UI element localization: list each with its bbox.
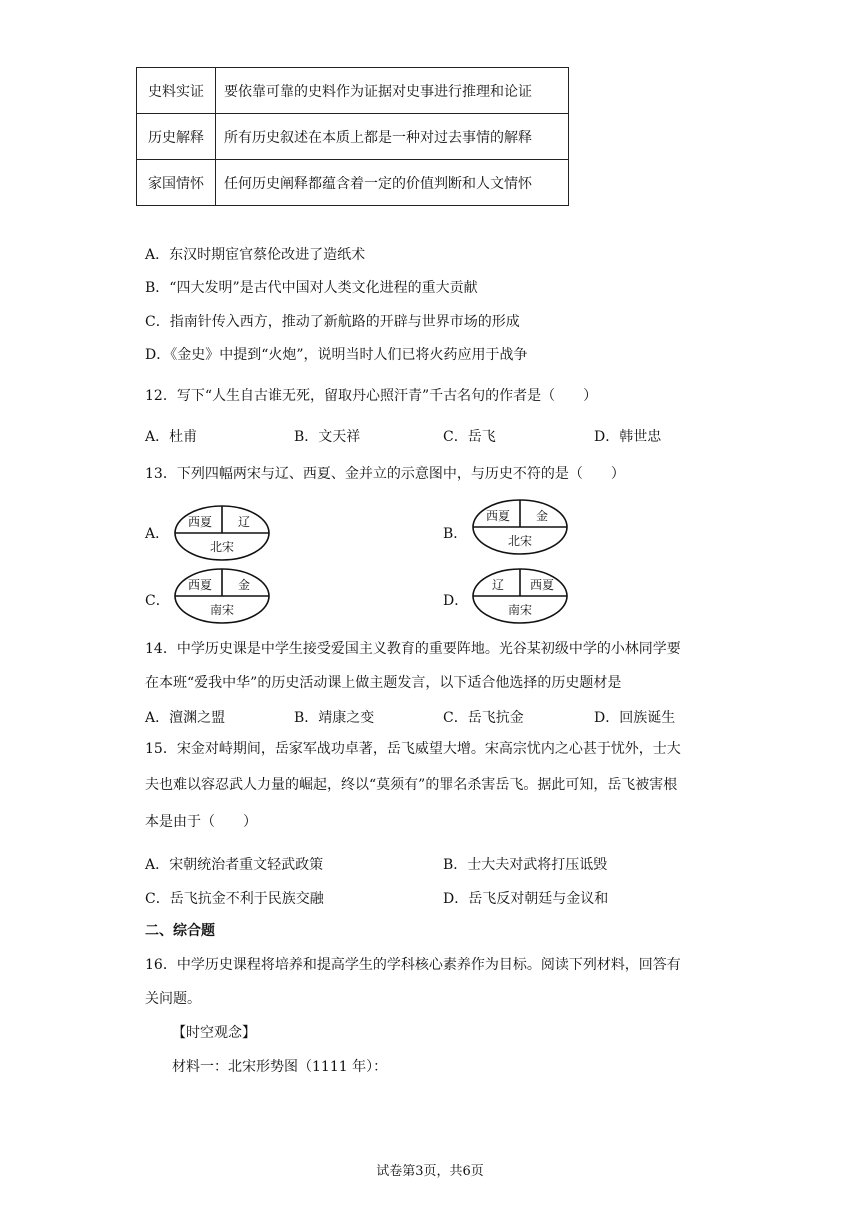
table-row [137,114,569,160]
diagram-top-left-label: 西夏 [187,578,213,592]
diagram-top-right-label: 金 [237,578,251,592]
q14-option-a: A．澶渊之盟 [145,710,226,726]
diagram-top-left-label: 辽 [491,578,505,592]
q13-option-c-label: C． [145,593,170,609]
q11-option-b: B．“四大发明”是古代中国对人类文化进程的重大贡献 [145,280,478,296]
q13-option-a-label: A． [145,526,170,542]
table-key: 历史解释 [137,114,216,160]
diagram-top-left-label: 西夏 [485,509,511,523]
q12-option-b: B．文天祥 [294,429,361,445]
diagram-bottom-label: 北宋 [209,540,235,554]
q16-stem-line-2: 关问题。 [145,991,201,1007]
table-key: 史料实证 [137,68,216,114]
q15-stem-line-3: 本是由于（ ） [145,814,257,830]
q14-stem-line-2: 在本班“爱我中华”的历史活动课上做主题发言，以下适合他选择的历史题材是 [145,675,622,691]
q14-stem-line-1: 14．中学历史课是中学生接受爱国主义教育的重要阵地。光谷某初级中学的小林同学要 [145,641,681,657]
q14-option-c: C．岳飞抗金 [443,710,524,726]
core-literacy-table [136,67,569,206]
q12-option-a: A．杜甫 [145,429,198,445]
q15-stem-line-1: 15．宋金对峙期间，岳家军战功卓著，岳飞威望大增。宋高宗忧内之心甚于忧外，士大 [145,741,681,757]
diagram-bottom-label: 南宋 [209,603,235,617]
q15-stem-line-2: 夫也难以容忍武人力量的崛起，终以“莫须有”的罪名杀害岳飞。据此可知，岳飞被害根 [145,777,678,793]
q11-option-a: A．东汉时期宦官蔡伦改进了造纸术 [145,247,366,263]
page-footer: 试卷第3页，共6页 [376,1164,484,1179]
q13-diagram-b [470,497,570,561]
q15-option-d: D．岳飞反对朝廷与金议和 [443,891,609,907]
q13-option-d-label: D． [443,593,469,609]
section-subhead: 【时空观念】 [172,1025,256,1041]
q13-diagram-a [172,503,272,567]
q11-option-d: D．《金史》中提到“火炮”，说明当时人们已将火药应用于战争 [145,347,528,363]
diagram-top-right-label: 辽 [237,515,251,529]
table-key: 家国情怀 [137,160,216,206]
q14-option-b: B．靖康之变 [294,710,375,726]
q12-option-d: D．韩世忠 [594,429,662,445]
q15-option-a: A．宋朝统治者重文轻武政策 [145,857,324,873]
q13-stem: 13．下列四幅两宋与辽、西夏、金并立的示意图中，与历史不符的是（ ） [145,466,625,482]
q15-option-c: C．岳飞抗金不利于民族交融 [145,891,324,907]
material-caption: 材料一：北宋形势图（1111 年）： [172,1059,388,1075]
diagram-bottom-label: 北宋 [507,534,533,548]
q15-option-b: B．士大夫对武将打压诋毁 [443,857,608,873]
diagram-bottom-label: 南宋 [507,603,533,617]
q12-option-c: C．岳飞 [443,429,496,445]
table-row [137,160,569,206]
table-row [137,68,569,114]
q13-diagram-d [470,566,570,630]
q14-option-d: D．回族诞生 [594,710,676,726]
q11-option-c: C．指南针传入西方，推动了新航路的开辟与世界市场的形成 [145,314,520,330]
q13-diagram-c [172,566,272,630]
section-heading: 二、综合题 [145,923,215,939]
diagram-top-left-label: 西夏 [187,515,213,529]
q12-stem: 12．写下“人生自古谁无死，留取丹心照汗青”千古名句的作者是（ ） [145,388,598,404]
diagram-top-right-label: 西夏 [529,578,555,592]
q13-option-b-label: B． [443,526,468,542]
table-desc: 要依靠可靠的史料作为证据对史事进行推理和论证 [216,68,569,114]
table-desc: 所有历史叙述在本质上都是一种对过去事情的解释 [216,114,569,160]
q16-stem-line-1: 16．中学历史课程将培养和提高学生的学科核心素养作为目标。阅读下列材料，回答有 [145,957,681,973]
table-desc: 任何历史阐释都蕴含着一定的价值判断和人文情怀 [216,160,569,206]
diagram-top-right-label: 金 [535,509,549,523]
